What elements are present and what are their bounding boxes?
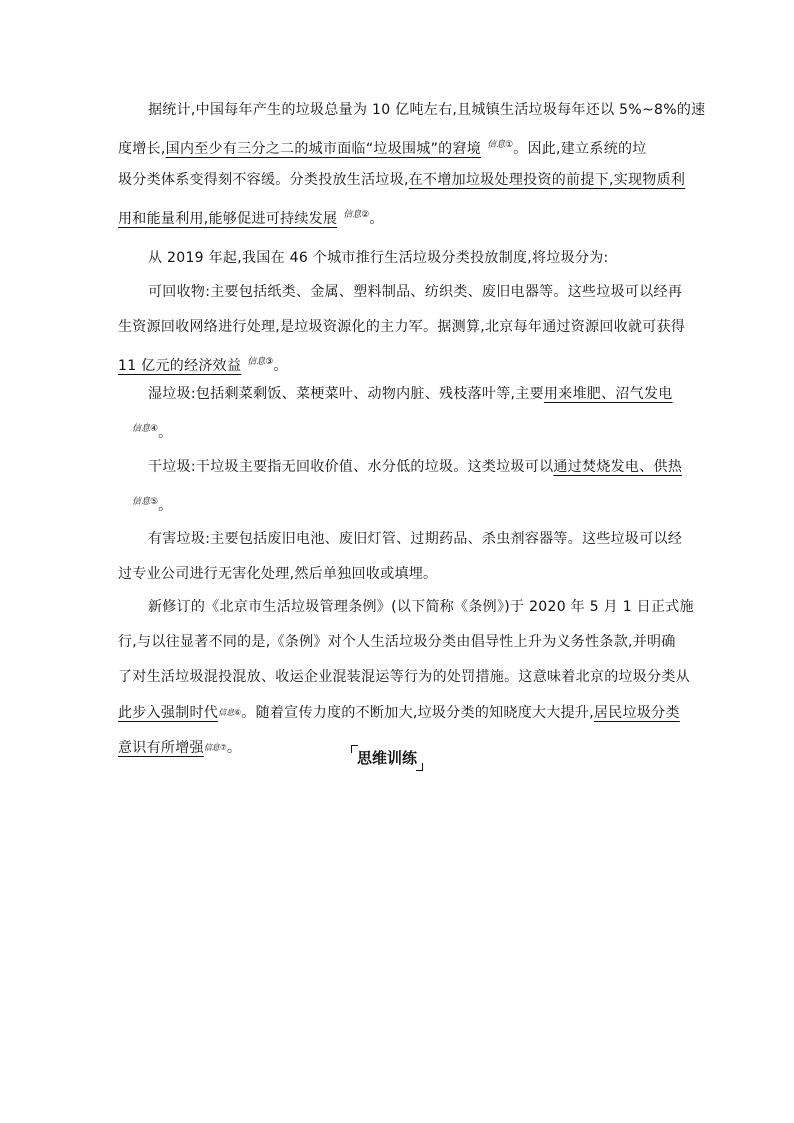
underlined-info-text: 在不增加垃圾处理投资的前提下,实现物质利	[408, 172, 686, 188]
text-line	[118, 695, 678, 730]
underlined-info-text: 11 亿元的经济效益	[118, 358, 242, 374]
bracket-corner-bottom-right	[416, 763, 423, 771]
text-run: 了对生活垃圾混投混放、收运企业混装混运等行为的处罚措施。这意味着北京的垃圾分类从	[118, 669, 690, 685]
text-line	[118, 557, 678, 592]
text-line	[118, 275, 683, 310]
info-marker: 信息①	[487, 140, 514, 150]
info-marker: 信息③	[247, 357, 274, 367]
underlined-info-text: 用和能量利用,能够促进可持续发展	[118, 211, 338, 227]
text-run: 据统计,中国每年产生的垃圾总量为 10 亿吨左右,且城镇生活垃圾每年还以 5%~8%的速	[148, 102, 706, 118]
text-line	[118, 93, 706, 128]
paragraph-dry-waste	[118, 450, 683, 520]
text-run: 从 2019 年起,我国在 46 个城市推行生活垃圾分类投放制度,将垃圾分为:	[148, 250, 609, 266]
text-run: 度增长,	[118, 141, 166, 157]
paragraph-wet-waste	[118, 377, 678, 447]
text-run: 湿垃圾:包括剩菜剩饭、菜梗菜叶、动物内脏、残枝落叶等,主要	[148, 386, 544, 402]
paragraph-statistics	[118, 93, 706, 233]
text-run: 可回收物:主要包括纸类、金属、塑料制品、纺织类、废旧电器等。这些垃圾可以经再	[148, 284, 683, 300]
text-line	[118, 660, 690, 695]
text-line	[118, 625, 678, 660]
underlined-info-text: 意识有所增强	[118, 740, 204, 756]
text-line	[118, 590, 694, 625]
paragraph-hazardous-waste	[118, 522, 683, 592]
text-run: 有害垃圾:主要包括废旧电池、废旧灯管、过期药品、杀虫剂容器等。这些垃圾可以经	[148, 531, 683, 547]
info-marker: 信息④	[132, 424, 159, 434]
section-title-thinking-training	[351, 745, 423, 771]
text-run: 。	[158, 425, 173, 441]
underlined-info-text: 此步入强制时代	[118, 705, 219, 721]
underlined-info-text: 国内至少有三分之二的城市面临“垃圾围城”的窘境	[165, 141, 482, 157]
text-run: 新修订的《北京市生活垃圾管理条例》(以下简称《条例》)于 2020 年 5 月 1 日正式施	[148, 599, 694, 615]
text-line	[118, 377, 678, 412]
paragraph-beijing-regulation	[118, 590, 694, 765]
text-line	[118, 450, 683, 485]
text-run: 。	[369, 211, 384, 227]
bracket-corner-top-left	[351, 745, 358, 753]
text-run: 。	[273, 358, 288, 374]
text-line	[118, 163, 686, 198]
info-marker: 信息⑥	[218, 708, 242, 717]
text-run: 行,与以往显著不同的是,《条例》对个人生活垃圾分类由倡导性上升为义务性条款,并明确	[118, 634, 676, 650]
info-marker: 信息②	[343, 210, 370, 220]
text-line	[118, 485, 678, 520]
text-line	[118, 241, 678, 276]
text-line	[118, 198, 678, 233]
underlined-info-text: 通过焚烧发电、供热	[553, 459, 683, 475]
text-run: 。随着宣传力度的不断加大,垃圾分类的知晓度大大提升,	[241, 705, 594, 721]
paragraph-2019-policy	[118, 241, 678, 276]
text-line	[118, 522, 683, 557]
section-title-text: 思维训练	[357, 749, 418, 767]
text-run: 过专业公司进行无害化处理,然后单独回收或填埋。	[118, 566, 438, 582]
info-marker: 信息⑦	[203, 743, 227, 752]
text-line	[118, 412, 678, 447]
info-marker: 信息⑤	[132, 497, 159, 507]
text-run: 圾分类体系变得刻不容缓。分类投放生活垃圾,	[118, 172, 409, 188]
text-run: 干垃圾:干垃圾主要指无回收价值、水分低的垃圾。这类垃圾可以	[148, 459, 554, 475]
text-run: 。因此,建立系统的垃	[513, 141, 647, 157]
text-line	[118, 128, 678, 163]
text-line	[118, 345, 678, 380]
text-run: 。	[158, 498, 173, 514]
underlined-info-text: 用来堆肥、沼气发电	[543, 386, 673, 402]
text-run: 。	[226, 740, 242, 756]
underlined-info-text: 居民垃圾分类	[593, 705, 680, 721]
text-line	[118, 310, 686, 345]
text-run: 生资源回收网络进行处理,是垃圾资源化的主力军。据测算,北京每年通过资源回收就可获得	[118, 319, 686, 335]
paragraph-recyclables	[118, 275, 686, 380]
